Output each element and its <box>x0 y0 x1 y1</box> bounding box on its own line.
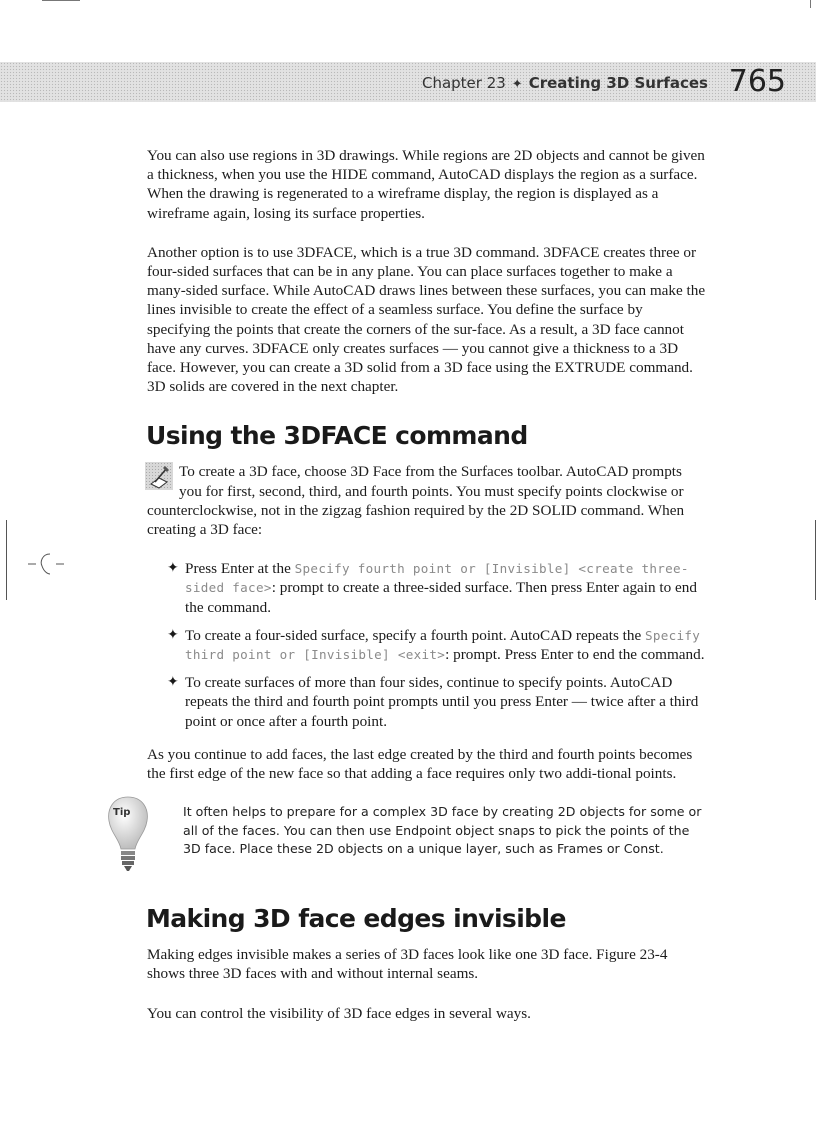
bullet-list <box>147 559 707 731</box>
bullet-diamond-icon: ✦ <box>167 627 179 643</box>
separator-diamond-icon: ✦ <box>511 77 523 92</box>
lightbulb-icon <box>103 791 153 879</box>
section-heading-3dface: Using the 3DFACE command <box>146 421 528 451</box>
3dface-tool-icon <box>145 462 173 490</box>
bullet-text: : prompt to create a three-sided surface. Then press Enter again to end the command. <box>185 579 697 616</box>
section1-paragraph-1-text: To create a 3D face, choose 3D Face from the Surfaces toolbar. AutoCAD prompts you for first, second, third, and fourth points. You must specify points clockwise or counterclockwise, not in the zigzag fashion required by the 2D SOLID command. When creating a 3D face: <box>147 463 685 539</box>
bullet-text: To create a four-sided surface, specify a fourth point. AutoCAD repeats the <box>185 626 645 644</box>
bullet-diamond-icon: ✦ <box>167 561 179 577</box>
page-number: 765 <box>728 64 786 99</box>
section1-paragraph-2: As you continue to add faces, the last edge created by the third and fourth points becomes the first edge of the new face so that adding a face requires only two addi-tional points. <box>147 745 693 783</box>
bullet-diamond-icon: ✦ <box>167 675 179 691</box>
registration-mark-icon <box>28 550 64 578</box>
tip-callout <box>113 803 707 879</box>
command-prompt-code: Specify third point or [Invisible] <exit> <box>185 627 701 663</box>
margin-rule-left <box>6 520 7 600</box>
bullet-text: Press Enter at the <box>185 560 295 578</box>
list-item <box>147 559 707 617</box>
tip-label: Tip <box>113 807 131 819</box>
tip-text: It often helps to prepare for a complex 3D face by creating 2D objects for some or all of the faces. You can then use Endpoint object snaps to pick the points of the 3D face. Place these 2D objects on a unique layer, such as Frames or Const. <box>183 804 702 857</box>
chapter-label: Chapter 23 <box>421 74 506 92</box>
section1-paragraph-1 <box>147 462 707 539</box>
intro-paragraph-1: You can also use regions in 3D drawings. While regions are 2D objects and cannot be given a thickness, when you use the HIDE command, AutoCAD displays the region as a surface. When the drawing is regenerated to a wireframe display, the region is displayed as a wireframe again, losing its surface properties. <box>147 147 705 222</box>
chapter-title: Creating 3D Surfaces <box>528 74 708 92</box>
section2-paragraph-2: You can control the visibility of 3D face edges in several ways. <box>147 1004 531 1022</box>
running-head <box>422 70 708 96</box>
list-item <box>147 673 707 731</box>
crop-mark-top-left <box>42 0 80 1</box>
section-heading-invisible-edges: Making 3D face edges invisible <box>146 904 566 934</box>
page-body <box>113 146 707 1043</box>
section2-paragraph-1: Making edges invisible makes a series of 3D faces look like one 3D face. Figure 23-4 shows three 3D faces with and without internal seams. <box>147 946 668 983</box>
intro-paragraph-2: Another option is to use 3DFACE, which is a true 3D command. 3DFACE creates three or four-sided surfaces that can be in any plane. You can place surfaces together to make a many-sided surface. While AutoCAD draws lines between these surfaces, you can make the lines invisible to create the effect of a seamless surface. You define the surface by specifying the points that create the corners of the sur-face. As a result, a 3D face cannot have any curves. 3DFACE only creates surfaces — you cannot give a thickness to a 3D face. However, you can create a 3D solid from a 3D face using the EXTRUDE command. 3D solids are covered in the next chapter. <box>147 243 706 396</box>
list-item <box>147 626 707 664</box>
crop-mark-top-right <box>810 0 811 8</box>
command-prompt-code: Specify fourth point or [Invisible] <create three-sided face> <box>185 561 689 596</box>
bullet-text: To create surfaces of more than four sides, continue to specify points. AutoCAD repeats the third and fourth point prompts until you press Enter — twice after a third point or once after a fourth point. <box>185 674 699 730</box>
bullet-text: : prompt. Press Enter to end the command. <box>445 646 705 664</box>
